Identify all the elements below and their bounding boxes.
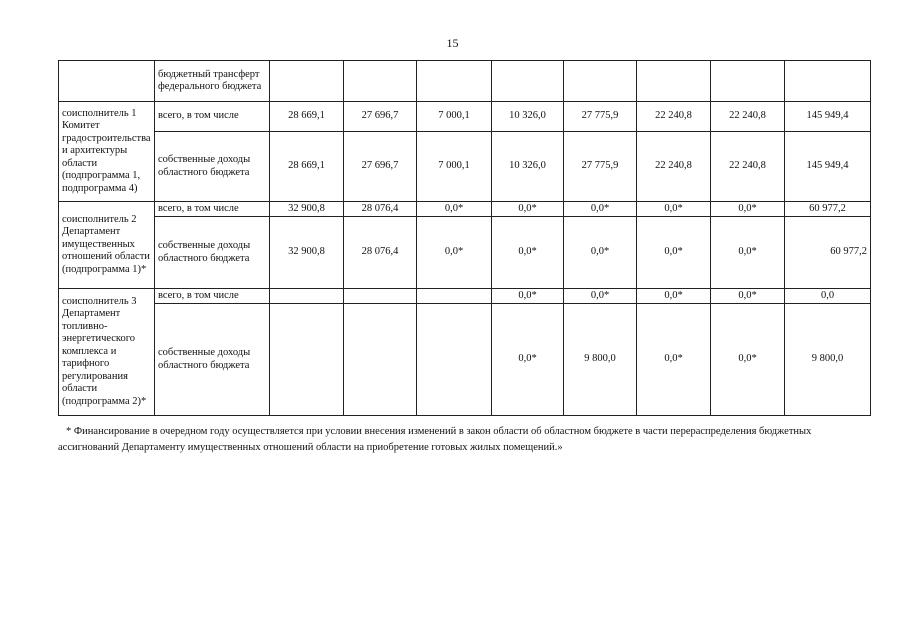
- value-cell: 0,0*: [637, 304, 711, 416]
- value-cell: 28 669,1: [270, 102, 344, 132]
- value-cell: 0,0*: [492, 202, 564, 217]
- value-cell: 0,0*: [564, 217, 637, 289]
- value-cell: 27 775,9: [564, 102, 637, 132]
- funding-source-cell: собственные доходы областного бюджета: [155, 217, 270, 289]
- value-cell: [344, 304, 417, 416]
- value-cell: 7 000,1: [417, 132, 492, 202]
- table-row: [59, 132, 871, 202]
- table-row: [59, 102, 871, 132]
- value-cell: 0,0*: [564, 202, 637, 217]
- value-cell: 60 977,2: [785, 217, 871, 289]
- value-cell: 22 240,8: [711, 132, 785, 202]
- value-cell: 0,0*: [492, 289, 564, 304]
- value-cell: 0,0*: [711, 217, 785, 289]
- page-number: 15: [446, 36, 459, 50]
- value-cell: 0,0: [785, 289, 871, 304]
- table-row: [59, 217, 871, 289]
- funding-source-cell: бюджетный трансферт федерального бюджета: [155, 61, 270, 102]
- table-row: [59, 202, 871, 217]
- value-cell: 145 949,4: [785, 102, 871, 132]
- funding-source-cell: всего, в том числе: [155, 102, 270, 132]
- value-cell: 145 949,4: [785, 132, 871, 202]
- funding-source-cell: собственные доходы областного бюджета: [155, 304, 270, 416]
- value-cell: 28 076,4: [344, 202, 417, 217]
- value-cell: 10 326,0: [492, 132, 564, 202]
- value-cell: 32 900,8: [270, 217, 344, 289]
- value-cell: 0,0*: [492, 217, 564, 289]
- value-cell: 0,0*: [417, 217, 492, 289]
- value-cell: [270, 304, 344, 416]
- value-cell: 22 240,8: [637, 132, 711, 202]
- value-cell: [564, 61, 637, 102]
- executor-cell: соисполнитель 1 Комитет градостроительства и архитектуры области (подпрограмма 1, подпрограмма 4): [59, 102, 155, 202]
- value-cell: 22 240,8: [711, 102, 785, 132]
- value-cell: 10 326,0: [492, 102, 564, 132]
- value-cell: [492, 61, 564, 102]
- value-cell: [637, 61, 711, 102]
- value-cell: 60 977,2: [785, 202, 871, 217]
- value-cell: 0,0*: [637, 217, 711, 289]
- value-cell: 28 669,1: [270, 132, 344, 202]
- table-row: [59, 304, 871, 416]
- value-cell: [344, 289, 417, 304]
- value-cell: [270, 289, 344, 304]
- value-cell: [270, 61, 344, 102]
- value-cell: [344, 61, 417, 102]
- value-cell: 28 076,4: [344, 217, 417, 289]
- value-cell: [711, 61, 785, 102]
- value-cell: 27 696,7: [344, 102, 417, 132]
- funding-source-cell: всего, в том числе: [155, 289, 270, 304]
- value-cell: [785, 61, 871, 102]
- value-cell: [417, 304, 492, 416]
- value-cell: 0,0*: [637, 289, 711, 304]
- value-cell: 0,0*: [711, 289, 785, 304]
- value-cell: [417, 61, 492, 102]
- value-cell: 0,0*: [711, 304, 785, 416]
- value-cell: 22 240,8: [637, 102, 711, 132]
- table-row: [59, 61, 871, 102]
- value-cell: 27 696,7: [344, 132, 417, 202]
- value-cell: 0,0*: [417, 202, 492, 217]
- funding-source-cell: всего, в том числе: [155, 202, 270, 217]
- footnote: * Финансирование в очередном году осуществляется при условии внесения изменений в закон области об областном бюджете в части перераспределения бюджетных ассигнований Департаменту имущественных отношений области на приобретение готовых жилых помещений.»: [58, 426, 812, 453]
- value-cell: 0,0*: [564, 289, 637, 304]
- value-cell: 0,0*: [492, 304, 564, 416]
- value-cell: [417, 289, 492, 304]
- executor-cell: [59, 61, 155, 102]
- value-cell: 9 800,0: [564, 304, 637, 416]
- table-row: [59, 289, 871, 304]
- funding-source-cell: собственные доходы областного бюджета: [155, 132, 270, 202]
- executor-cell: соисполнитель 3 Департамент топливно-энергетического комплекса и тарифного регулирования области (подпрограмма 2)*: [59, 289, 155, 416]
- value-cell: 0,0*: [711, 202, 785, 217]
- value-cell: 7 000,1: [417, 102, 492, 132]
- value-cell: 32 900,8: [270, 202, 344, 217]
- value-cell: 27 775,9: [564, 132, 637, 202]
- executor-cell: соисполнитель 2 Департамент имущественных отношений области (подпрограмма 1)*: [59, 202, 155, 289]
- value-cell: 9 800,0: [785, 304, 871, 416]
- value-cell: 0,0*: [637, 202, 711, 217]
- budget-table: [58, 60, 871, 416]
